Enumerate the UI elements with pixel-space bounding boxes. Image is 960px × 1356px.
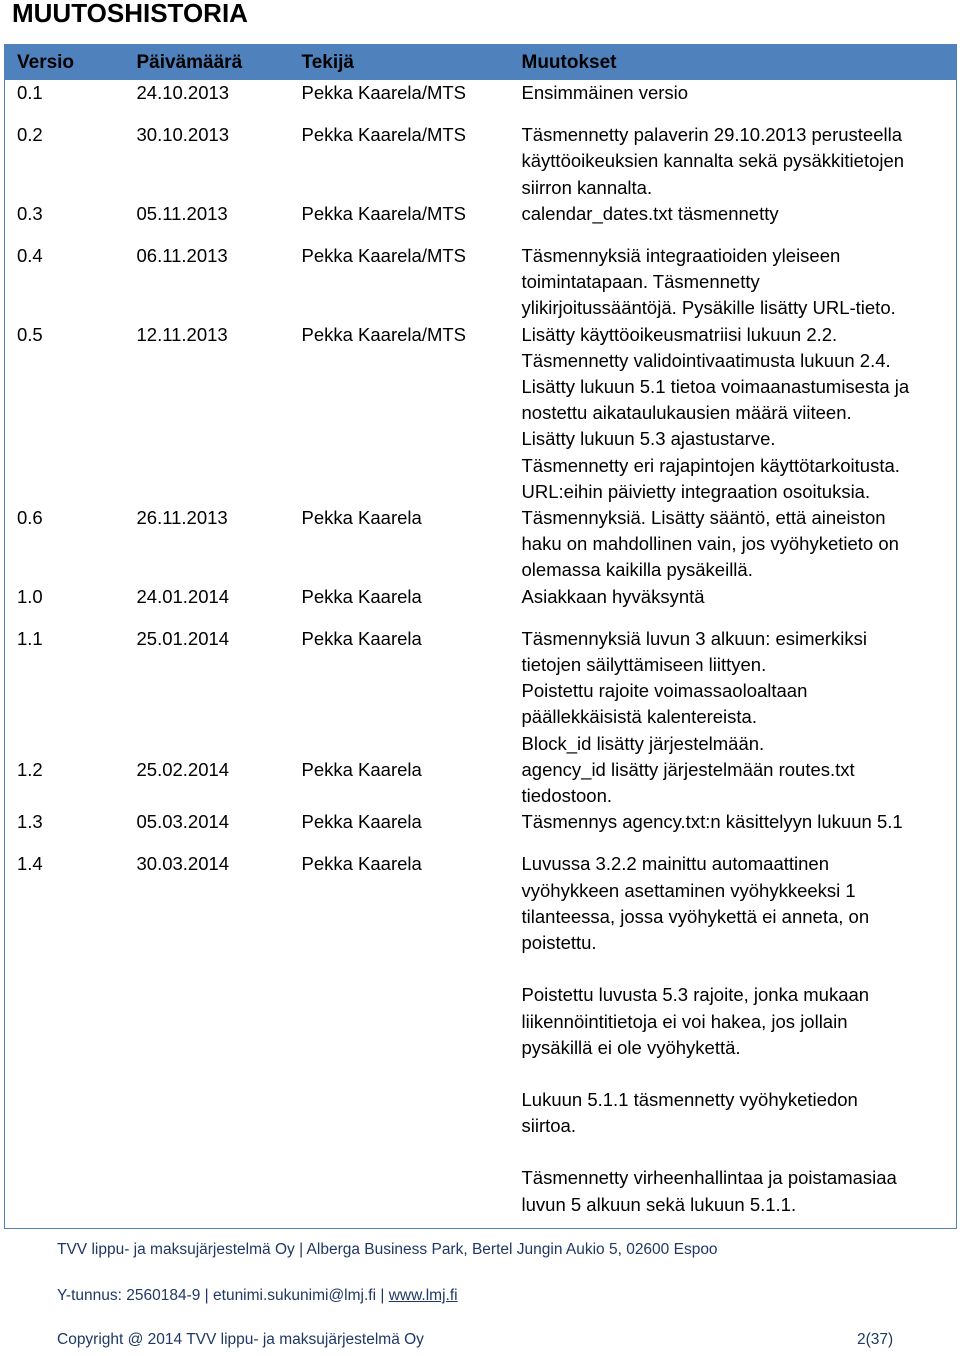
footer-separator: | (204, 1287, 209, 1304)
change-line: tilanteessa, jossa vyöhykettä ei anneta, on (521, 905, 870, 927)
change-line: Lisätty lukuun 5.1 tietoa voimaanastumisesta ja (521, 376, 910, 398)
footer-separator: | (299, 1241, 304, 1258)
cell-date: 12.11.2013 (136, 323, 228, 345)
cell-date: 05.11.2013 (136, 202, 228, 224)
change-line: tiedostoon. (521, 785, 613, 807)
cell-version: 0.5 (17, 323, 43, 345)
change-line: Block_id lisätty järjestelmään. (521, 732, 765, 754)
cell-version: 1.2 (17, 758, 43, 780)
cell-author: Pekka Kaarela (301, 507, 422, 529)
cell-author: Pekka Kaarela (301, 853, 422, 875)
paragraph-gap (522, 956, 951, 982)
cell-version: 1.1 (17, 627, 43, 649)
cell-changes (510, 757, 957, 809)
change-line: käyttöoikeuksien kannalta sekä pysäkkitietojen (521, 150, 905, 172)
cell-date: 05.03.2014 (136, 811, 230, 833)
footer-website-link[interactable]: www.lmj.fi (388, 1287, 458, 1304)
cell-version: 0.1 (17, 82, 43, 103)
cell-version: 0.6 (17, 507, 43, 529)
paragraph-gap (522, 1139, 951, 1165)
table-header-row (5, 45, 957, 81)
cell-version: 0.2 (17, 124, 43, 146)
cell-version: 1.0 (17, 585, 43, 607)
change-line: Täsmennetty eri rajapintojen käyttötarkoitusta. (521, 454, 900, 476)
table-row (5, 80, 957, 122)
header-changes: Muutokset (510, 45, 957, 81)
change-line: toimintatapaan. Täsmennetty (521, 271, 760, 293)
change-line: olemassa kaikilla pysäkeillä. (521, 559, 753, 581)
footer-copyright-line (57, 1331, 917, 1349)
change-line: nostettu aikataulukausien määrä viiteen. (521, 402, 852, 424)
change-line: poistettu. (521, 932, 597, 954)
table-row (5, 584, 957, 626)
page-number: 2(37) (857, 1331, 894, 1348)
change-line: Täsmennys agency.txt:n käsittelyyn lukuun 5.1 (521, 811, 903, 833)
cell-author: Pekka Kaarela/MTS (301, 82, 467, 103)
table-row (5, 851, 957, 1228)
cell-date: 25.01.2014 (136, 627, 230, 649)
cell-changes (510, 322, 957, 505)
cell-date: 25.02.2014 (136, 758, 230, 780)
footer-address-line (57, 1241, 718, 1259)
cell-version: 0.3 (17, 202, 43, 224)
change-line: Täsmennetty validointivaatimusta lukuun 2.4. (521, 349, 891, 371)
change-line: Lukuun 5.1.1 täsmennetty vyöhyketiedon (521, 1088, 858, 1110)
cell-date: 24.01.2014 (136, 585, 230, 607)
footer-copyright: Copyright @ 2014 TVV lippu- ja maksujärjestelmä Oy (57, 1331, 424, 1348)
change-line: Täsmennyksiä luvun 3 alkuun: esimerkiksi (521, 627, 867, 649)
header-author: Tekijä (290, 45, 510, 81)
cell-author: Pekka Kaarela (301, 585, 422, 607)
table-row (5, 757, 957, 809)
change-line: päällekkäisistä kalentereista. (521, 706, 757, 728)
change-line: Lisätty käyttöoikeusmatriisi lukuun 2.2. (521, 323, 838, 345)
table-row (5, 122, 957, 201)
page-heading: MUUTOSHISTORIA (12, 0, 248, 28)
paragraph-gap (522, 1061, 951, 1087)
change-line: siirtoa. (521, 1115, 576, 1137)
change-line: vyöhykkeen asettaminen vyöhykkeeksi 1 (521, 879, 856, 901)
footer-address: Alberga Business Park, Bertel Jungin Aukio 5, 02600 Espoo (306, 1241, 718, 1258)
table-row (5, 809, 957, 851)
cell-author: Pekka Kaarela (301, 627, 422, 649)
change-history-table (4, 44, 957, 1229)
cell-changes (510, 122, 957, 201)
footer-business-id: Y-tunnus: 2560184-9 (57, 1287, 201, 1304)
cell-changes (510, 505, 957, 584)
table-row (5, 322, 957, 505)
cell-date: 06.11.2013 (136, 245, 228, 267)
change-line: Poistettu rajoite voimassaoloaltaan (521, 680, 808, 702)
table-body (5, 80, 957, 1228)
change-line: Täsmennyksiä integraatioiden yleiseen (521, 245, 841, 267)
footer-separator: | (380, 1287, 385, 1304)
table-row (5, 201, 957, 243)
footer-email: etunimi.sukunimi@lmj.fi (213, 1287, 377, 1304)
cell-author: Pekka Kaarela (301, 811, 422, 833)
cell-changes (510, 584, 957, 626)
header-date: Päivämäärä (125, 45, 290, 81)
cell-date: 30.03.2014 (136, 853, 230, 875)
cell-changes (510, 851, 957, 1228)
cell-changes (510, 809, 957, 851)
cell-version: 1.4 (17, 853, 43, 875)
change-line: Luvussa 3.2.2 mainittu automaattinen (521, 853, 829, 875)
change-line: calendar_dates.txt täsmennetty (521, 202, 779, 224)
cell-author: Pekka Kaarela/MTS (301, 202, 467, 224)
cell-date: 30.10.2013 (136, 124, 230, 146)
table-row (5, 243, 957, 322)
change-line: URL:eihin päivietty integraation osoituksia. (521, 480, 871, 502)
change-line: Poistettu luvusta 5.3 rajoite, jonka mukaan (521, 984, 870, 1006)
change-line: Täsmennetty virheenhallintaa ja poistamasiaa (521, 1167, 897, 1189)
table-row (5, 626, 957, 757)
change-line: haku on mahdollinen vain, jos vyöhyketieto on (521, 533, 899, 555)
cell-changes (510, 201, 957, 243)
change-line: luvun 5 alkuun sekä lukuun 5.1.1. (521, 1193, 797, 1215)
cell-changes (510, 243, 957, 322)
table-row (5, 505, 957, 584)
cell-author: Pekka Kaarela/MTS (301, 323, 467, 345)
change-line: Ensimmäinen versio (521, 82, 689, 103)
change-line: pysäkillä ei ole vyöhykettä. (521, 1036, 741, 1058)
cell-date: 24.10.2013 (136, 82, 230, 103)
change-line: Täsmennyksiä. Lisätty sääntö, että aineiston (521, 507, 886, 529)
cell-version: 0.4 (17, 245, 43, 267)
cell-author: Pekka Kaarela/MTS (301, 245, 467, 267)
change-line: ylikirjoitussääntöjä. Pysäkille lisätty URL-tieto. (521, 297, 896, 319)
header-version: Versio (5, 45, 125, 81)
change-line: Täsmennetty palaverin 29.10.2013 perusteella (521, 124, 903, 146)
cell-date: 26.11.2013 (136, 507, 228, 529)
change-line: liikennöintitietoja ei voi hakea, jos jollain (521, 1010, 848, 1032)
change-line: agency_id lisätty järjestelmään routes.txt (521, 758, 855, 780)
change-line: Asiakkaan hyväksyntä (521, 585, 705, 607)
cell-changes (510, 80, 957, 122)
change-line: tietojen säilyttämiseen liittyen. (521, 654, 767, 676)
cell-changes (510, 626, 957, 757)
footer-company: TVV lippu- ja maksujärjestelmä Oy (57, 1241, 295, 1258)
change-line: Lisätty lukuun 5.3 ajastustarve. (521, 428, 776, 450)
cell-author: Pekka Kaarela (301, 758, 422, 780)
footer-contact-line (57, 1287, 458, 1305)
change-line: siirron kannalta. (521, 176, 653, 198)
cell-version: 1.3 (17, 811, 43, 833)
cell-author: Pekka Kaarela/MTS (301, 124, 467, 146)
